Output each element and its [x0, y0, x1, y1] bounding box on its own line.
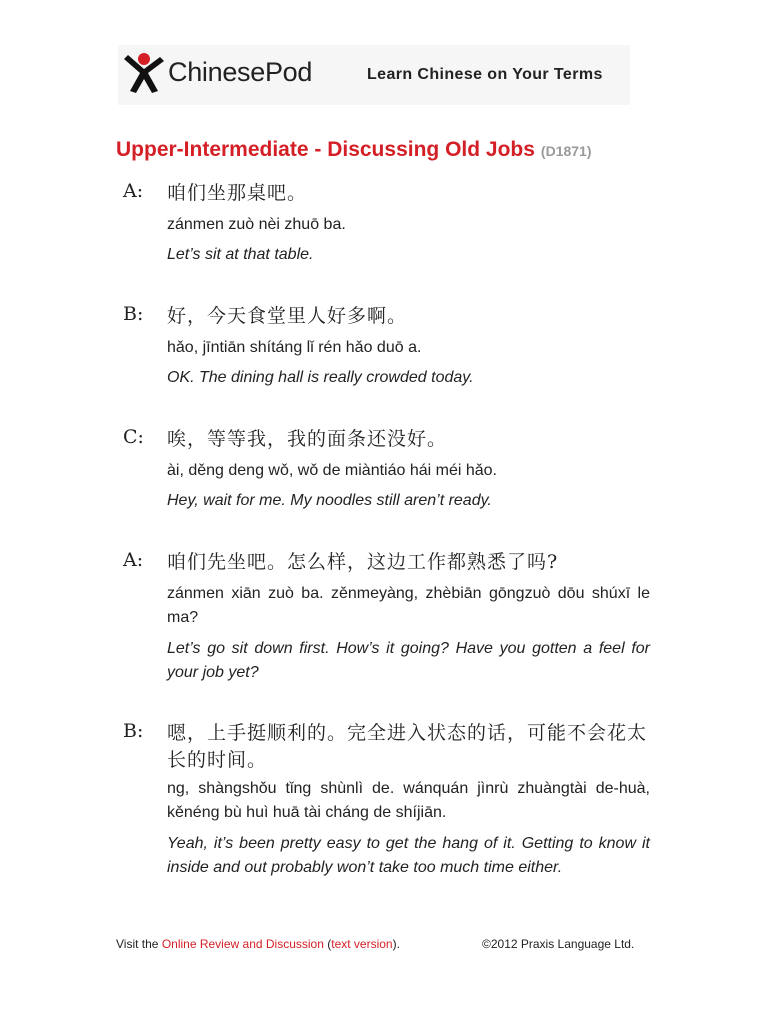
tagline: Learn Chinese on Your Terms: [367, 66, 603, 83]
speaker-label: A:: [123, 180, 144, 202]
footer-prefix: Visit the: [116, 937, 162, 951]
footer-paren-close: ).: [392, 937, 400, 951]
speaker-label: A:: [123, 549, 144, 571]
lesson-title-text: Upper-Intermediate - Discussing Old Jobs: [116, 138, 535, 161]
footer-paren-open: (: [323, 937, 332, 951]
chinese-text: 好，今天食堂里人好多啊。: [167, 305, 408, 327]
copyright-text: ©2012 Praxis Language Ltd.: [482, 937, 635, 951]
speaker-label: B:: [123, 303, 144, 325]
pinyin-text: zánmen zuò nèi zhuō ba.: [167, 216, 346, 233]
lesson-title: [116, 138, 592, 162]
pinyin-text: hǎo, jīntiān shítáng lǐ rén hǎo duō a.: [167, 339, 422, 356]
english-translation: Let’s sit at that table.: [167, 246, 314, 263]
chinese-text: 嗯，上手挺顺利的。完全进入状态的话，可能不会花太长的时间。: [167, 722, 648, 771]
english-translation: Let’s go sit down first. How’s it going? Have you gotten a feel for your job yet?: [167, 640, 650, 681]
logo-text: ChinesePod: [168, 57, 313, 87]
speaker-label: B:: [123, 720, 144, 742]
english-translation: Hey, wait for me. My noodles still aren’t ready.: [167, 492, 492, 509]
chinese-text: 咱们坐那桌吧。: [167, 182, 308, 204]
speaker-label: C:: [123, 426, 144, 448]
chinese-text: 唉，等等我，我的面条还没好。: [167, 428, 448, 450]
header-banner: [118, 45, 630, 105]
text-version-link[interactable]: text version: [331, 937, 393, 951]
pinyin-text: ài, děng deng wǒ, wǒ de miàntiáo hái méi hǎo.: [167, 462, 497, 479]
footer-visit-text: [116, 937, 400, 951]
english-translation: Yeah, it’s been pretty easy to get the hang of it. Getting to know it inside and out probably won’t take too much time either.: [167, 835, 650, 876]
chinesepod-logo-icon: [122, 51, 166, 95]
pinyin-text: zánmen xiān zuò ba. zěnmeyàng, zhèbiān gōngzuò dōu shúxī le ma?: [167, 585, 650, 626]
online-review-link[interactable]: Online Review and Discussion: [161, 937, 324, 951]
english-translation: OK. The dining hall is really crowded today.: [167, 369, 474, 386]
lesson-code: (D1871): [540, 143, 592, 159]
chinese-text: 咱们先坐吧。怎么样，这边工作都熟悉了吗?: [167, 551, 559, 573]
pinyin-text: ng, shàngshǒu tǐng shùnlì de. wánquán jìnrù zhuàngtài de-huà, kěnéng bù huì huā tài cháng de shíjiān.: [167, 780, 650, 821]
